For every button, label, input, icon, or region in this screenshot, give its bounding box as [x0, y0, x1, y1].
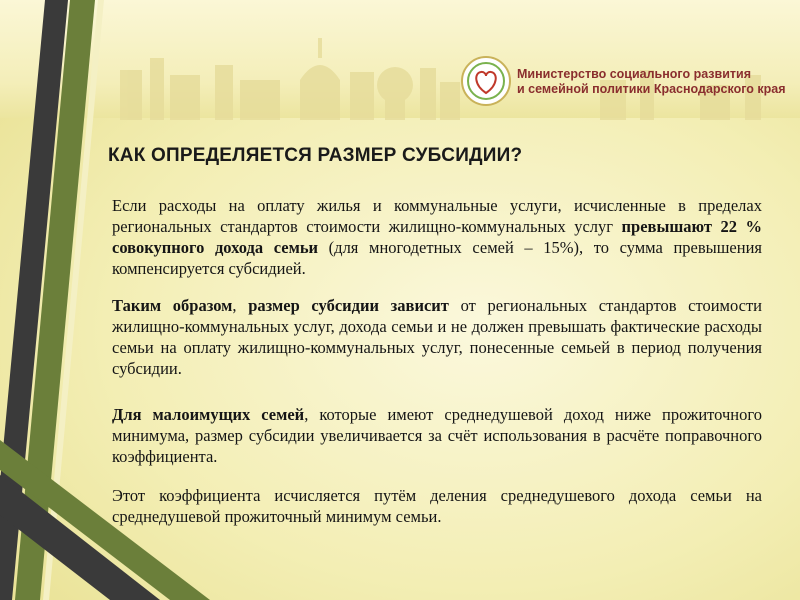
bold-span: Для малоимущих семей	[112, 405, 305, 424]
text-span: от региональных стандартов стоимости жилищно-коммунальных услуг, дохода семьи и не должен превышать фактические расходы семьи на оплату жилищно-коммунальных услуг, понесенные семьей в период получения субсидии.	[112, 296, 763, 378]
text-span: , которые имеют среднедушевой доход ниже прожиточного минимума, размер субсидии увеличивается за счёт использования в расчёте поправочного коэффициента.	[112, 405, 762, 466]
text-span: Если расходы на оплату жилья и коммунальные услуги, исчисленные в пределах региональных стандартов стоимости жилищно-коммунальных услуг	[112, 196, 762, 236]
bold-span: Таким образом	[112, 296, 233, 315]
paragraph-low-income-families	[112, 404, 762, 467]
text-span: ,	[232, 296, 249, 315]
ministry-name	[517, 67, 797, 97]
text-span: Этот коэффициента исчисляется путём деления среднедушевого дохода семьи на среднедушевой прожиточный минимум семьи.	[112, 486, 762, 526]
ministry-name-line1: Министерство социального развития	[517, 67, 751, 81]
ministry-logo-icon	[460, 55, 512, 107]
text-span: (для многодетных семей – 15%), то сумма превышения компенсируется субсидией.	[112, 238, 763, 278]
bold-span: превышают 22 % совокупного дохода семьи	[112, 217, 762, 257]
page-title: КАК ОПРЕДЕЛЯЕТСЯ РАЗМЕР СУБСИДИИ?	[108, 145, 523, 166]
bold-span: размер субсидии зависит	[248, 296, 449, 315]
paragraph-subsidy-dependence	[112, 295, 762, 379]
ministry-name-line2: и семейной политики Краснодарского края	[517, 82, 786, 96]
paragraph-coefficient	[112, 485, 762, 527]
paragraph-subsidy-condition	[112, 195, 762, 279]
